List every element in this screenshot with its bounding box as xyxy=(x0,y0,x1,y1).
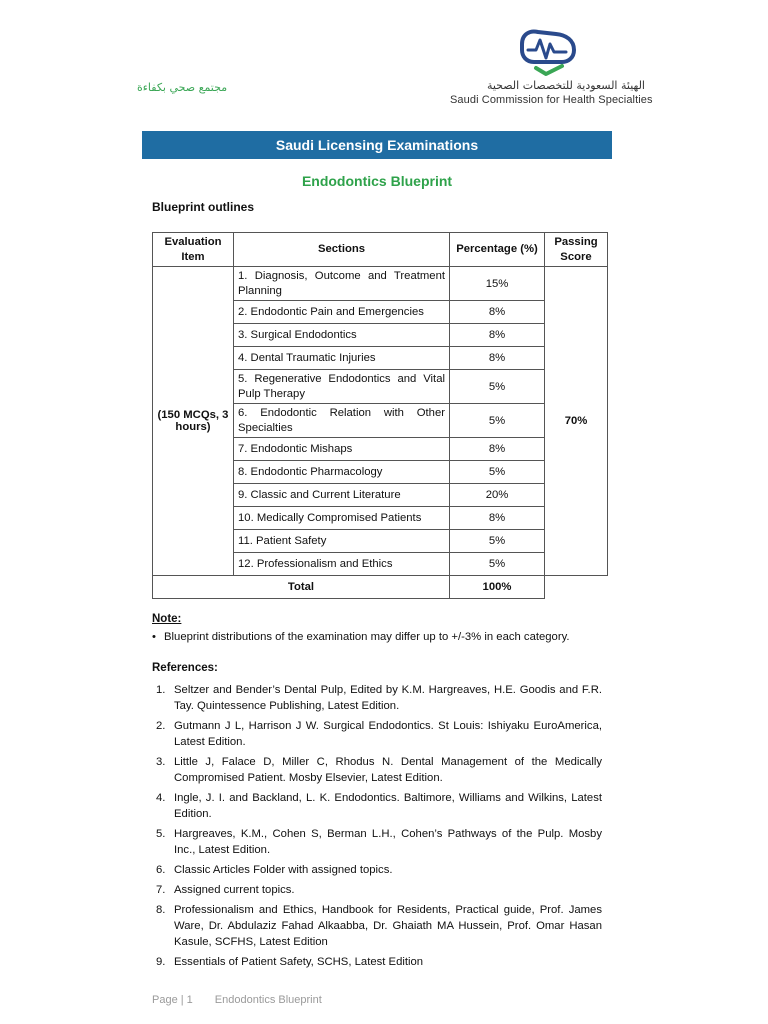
note-item xyxy=(152,631,570,643)
passing-score-cell: 70% xyxy=(545,267,608,576)
blueprint-table xyxy=(152,232,608,599)
percentage-cell: 20% xyxy=(450,484,545,507)
reference-text: Hargreaves, K.M., Cohen S, Berman L.H., Cohen’s Pathways of the Pulp. Mosby Inc., Latest Edition. xyxy=(174,828,602,856)
reference-text: Assigned current topics. xyxy=(174,884,295,896)
table-total-row xyxy=(153,576,608,599)
scfhs-logo-icon xyxy=(516,26,580,78)
reference-text: Gutmann J L, Harrison J W. Surgical Endodontics. St Louis: Ishiyaku EuroAmerica, Latest Edition. xyxy=(174,720,602,748)
section-cell: 9. Classic and Current Literature xyxy=(234,484,450,507)
percentage-cell: 5% xyxy=(450,461,545,484)
percentage-cell: 5% xyxy=(450,370,545,404)
list-number: 7. xyxy=(156,884,166,896)
section-cell: 6. Endodontic Relation with Other Specialties xyxy=(234,404,450,438)
list-item xyxy=(152,718,602,750)
blueprint-outlines-label: Blueprint outlines xyxy=(152,200,254,214)
exam-banner: Saudi Licensing Examinations xyxy=(142,131,612,159)
reference-text: Seltzer and Bender’s Dental Pulp, Edited by K.M. Hargreaves, H.E. Goodis and F.R. Tay. Quintessence Publishing, Latest Edition. xyxy=(174,684,602,712)
list-number: 1. xyxy=(156,684,166,696)
header-sections: Sections xyxy=(234,233,450,267)
page-footer xyxy=(152,994,344,1006)
list-item xyxy=(152,682,602,714)
list-item xyxy=(152,954,602,970)
section-cell: 7. Endodontic Mishaps xyxy=(234,438,450,461)
percentage-cell: 5% xyxy=(450,404,545,438)
list-item xyxy=(152,882,602,898)
list-number: 6. xyxy=(156,864,166,876)
list-number: 4. xyxy=(156,792,166,804)
references-heading: References: xyxy=(152,662,218,674)
percentage-cell: 8% xyxy=(450,324,545,347)
total-label-cell: Total xyxy=(153,576,450,599)
section-cell: 3. Surgical Endodontics xyxy=(234,324,450,347)
reference-text: Ingle, J. I. and Backland, L. K. Endodontics. Baltimore, Williams and Wilkins, Latest Edition. xyxy=(174,792,602,820)
bullet-icon: • xyxy=(152,631,156,643)
header-evaluation-item: Evaluation Item xyxy=(153,233,234,267)
page-number: Page | 1 xyxy=(152,994,193,1006)
section-cell: 1. Diagnosis, Outcome and Treatment Planning xyxy=(234,267,450,301)
list-number: 2. xyxy=(156,720,166,732)
total-empty-cell xyxy=(545,576,608,599)
org-name-english: Saudi Commission for Health Specialties xyxy=(450,94,653,106)
reference-text: Little J, Falace D, Miller C, Rhodus N. Dental Management of the Medically Compromised Patient. Mosby Elsevier, Latest Edition. xyxy=(174,756,602,784)
section-cell: 8. Endodontic Pharmacology xyxy=(234,461,450,484)
list-number: 3. xyxy=(156,756,166,768)
tagline-arabic: مجتمع صحي بكفاءة xyxy=(137,81,228,94)
section-cell: 4. Dental Traumatic Injuries xyxy=(234,347,450,370)
reference-text: Classic Articles Folder with assigned topics. xyxy=(174,864,393,876)
org-name-arabic: الهيئة السعودية للتخصصات الصحية xyxy=(486,79,645,92)
percentage-cell: 8% xyxy=(450,438,545,461)
note-heading: Note: xyxy=(152,613,182,625)
footer-doc-title: Endodontics Blueprint xyxy=(214,994,322,1006)
section-cell: 2. Endodontic Pain and Emergencies xyxy=(234,301,450,324)
section-cell: 11. Patient Safety xyxy=(234,530,450,553)
reference-text: Professionalism and Ethics, Handbook for Residents, Practical guide, Prof. James Ware, Dr. Abdulaziz Fahad Alkaabba, Dr. Ghaiath MA Hussein, Prof. Omar Hasan Kasule, SCFHS, Latest Edition xyxy=(174,904,602,948)
list-item xyxy=(152,790,602,822)
total-value-cell: 100% xyxy=(450,576,545,599)
table-header-row xyxy=(153,233,608,267)
list-number: 8. xyxy=(156,904,166,916)
header-passing-score: Passing Score xyxy=(545,233,608,267)
evaluation-item-cell: (150 MCQs, 3 hours) xyxy=(153,267,234,576)
percentage-cell: 5% xyxy=(450,553,545,576)
section-cell: 12. Professionalism and Ethics xyxy=(234,553,450,576)
list-number: 9. xyxy=(156,956,166,968)
document-subtitle: Endodontics Blueprint xyxy=(301,173,453,189)
header-percentage: Percentage (%) xyxy=(450,233,545,267)
percentage-cell: 5% xyxy=(450,530,545,553)
section-cell: 10. Medically Compromised Patients xyxy=(234,507,450,530)
table-row xyxy=(153,267,608,301)
list-number: 5. xyxy=(156,828,166,840)
percentage-cell: 8% xyxy=(450,507,545,530)
list-item xyxy=(152,826,602,858)
references-list xyxy=(152,682,602,974)
section-cell: 5. Regenerative Endodontics and Vital Pulp Therapy xyxy=(234,370,450,404)
list-item xyxy=(152,862,602,878)
note-text: Blueprint distributions of the examination may differ up to +/-3% in each category. xyxy=(164,631,570,643)
list-item xyxy=(152,902,602,950)
percentage-cell: 8% xyxy=(450,347,545,370)
list-item xyxy=(152,754,602,786)
percentage-cell: 8% xyxy=(450,301,545,324)
percentage-cell: 15% xyxy=(450,267,545,301)
reference-text: Essentials of Patient Safety, SCHS, Latest Edition xyxy=(174,956,424,968)
